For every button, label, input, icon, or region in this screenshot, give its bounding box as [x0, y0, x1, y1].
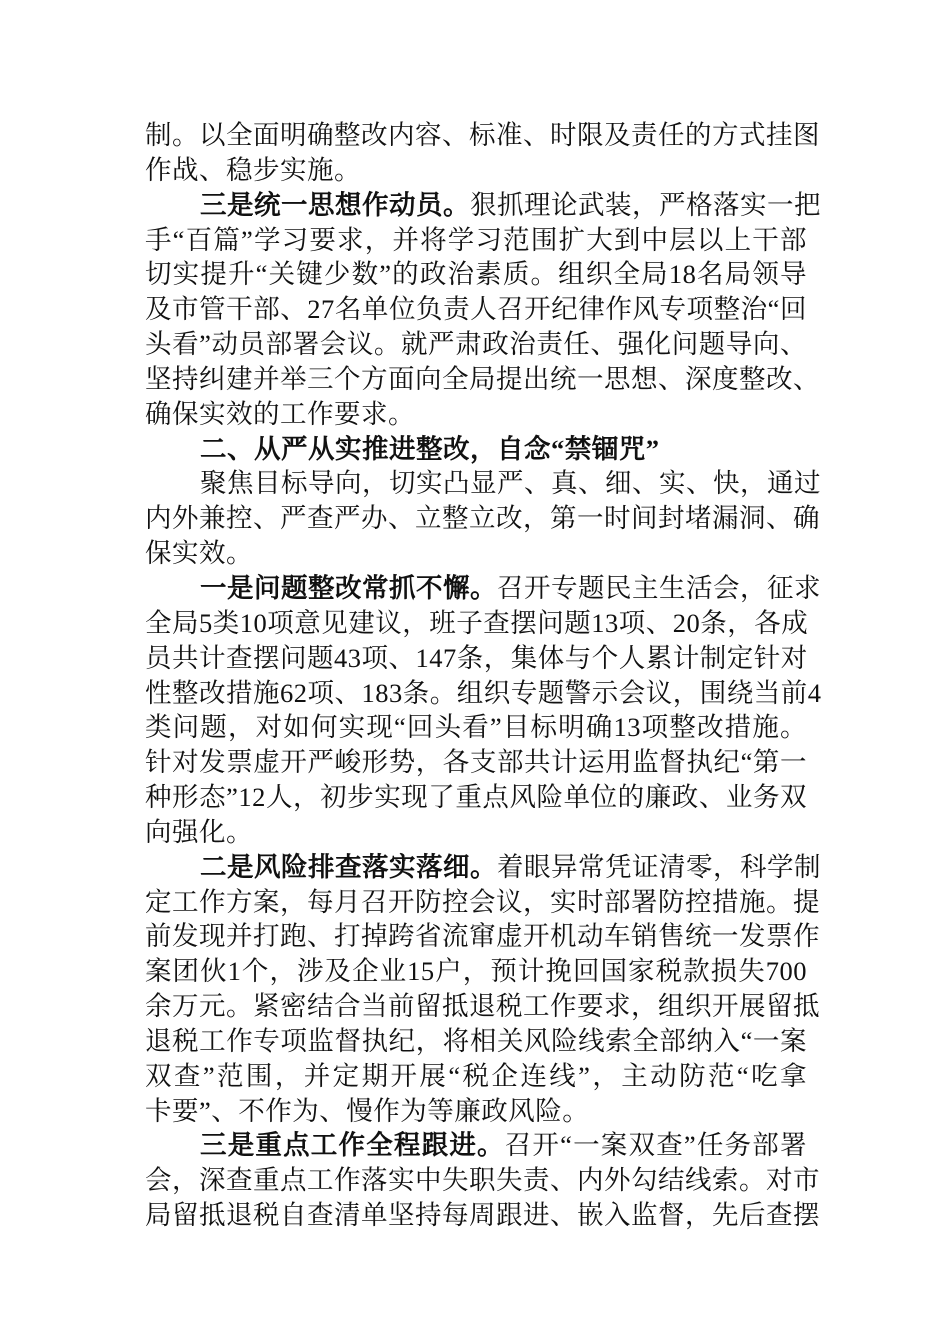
line-text: 狠抓理论武装，严格落实一把	[470, 189, 821, 220]
line-text: 前发现并打跑、打掉跨省流窜虚开机动车销售统一发票作	[145, 921, 820, 952]
paragraph-line	[145, 606, 807, 641]
line-text: 确保实效的工作要求。	[145, 398, 415, 429]
line-text: 员共计查摆问题43项、147条，集体与个人累计制定针对	[145, 642, 808, 673]
paragraph-line	[145, 223, 807, 258]
line-text: 向强化。	[145, 816, 253, 847]
paragraph-line	[145, 1094, 807, 1129]
paragraph-line	[145, 257, 807, 292]
paragraph-line	[145, 536, 807, 571]
line-text: 双查”范围，并定期开展“税企连线”，主动防范“吃拿	[145, 1060, 807, 1091]
line-text: 制。以全面明确整改内容、标准、时限及责任的方式挂图	[145, 120, 820, 150]
paragraph-lead: 二是风险排查落实落细。	[200, 851, 497, 882]
line-text: 作战、稳步实施。	[145, 154, 361, 185]
paragraph-line	[145, 1198, 820, 1233]
paragraph-line	[145, 1128, 807, 1163]
paragraph-line	[145, 362, 820, 397]
paragraph-lead: 三是统一思想作动员。	[200, 189, 470, 220]
paragraph-line	[145, 327, 807, 362]
line-text: 余万元。紧密结合当前留抵退税工作要求，组织开展留抵	[145, 991, 820, 1022]
section-heading	[145, 432, 807, 467]
line-text: 保实效。	[145, 538, 253, 569]
line-text: 局留抵退税自查清单坚持每周跟进、嵌入监督，先后查摆	[145, 1200, 820, 1231]
paragraph-line	[145, 954, 807, 989]
paragraph-line	[145, 292, 807, 327]
paragraph-line	[145, 745, 807, 780]
line-text: 着眼异常凭证清零，科学制	[497, 851, 821, 882]
line-text: 退税工作专项监督执纪，将相关风险线索全部纳入“一案	[145, 1025, 807, 1056]
line-text: 案团伙1个，涉及企业15户，预计挽回国家税款损失700	[145, 956, 807, 987]
line-text: 召开专题民主生活会，征求	[497, 572, 821, 603]
paragraph-line	[145, 641, 807, 676]
line-text: 针对发票虚开严峻形势，各支部共计运用监督执纪“第一	[145, 747, 807, 778]
paragraph-line	[145, 1024, 807, 1059]
paragraph-line	[145, 676, 822, 711]
line-text: 召开“一案双查”任务部署	[504, 1130, 807, 1161]
line-text: 类问题，对如何实现“回头看”目标明确13项整改措施。	[145, 712, 807, 743]
paragraph-line	[145, 118, 820, 153]
line-text: 坚持纠建并举三个方面向全局提出统一思想、深度整改、	[145, 363, 820, 394]
line-text: 及市管干部、27名单位负责人召开纪律作风专项整治“回	[145, 294, 807, 325]
line-text: 手“百篇”学习要求，并将学习范围扩大到中层以上干部	[145, 224, 807, 255]
paragraph-line	[145, 780, 807, 815]
line-text: 种形态”12人，初步实现了重点风险单位的廉政、业务双	[145, 782, 807, 813]
line-text: 聚焦目标导向，切实凸显严、真、细、实、快，通过	[200, 468, 821, 499]
paragraph-line	[145, 1059, 807, 1094]
line-text: 定工作方案，每月召开防控会议，实时部署防控措施。提	[145, 886, 820, 917]
paragraph-line	[145, 466, 821, 501]
paragraph-line	[145, 1163, 820, 1198]
line-text: 卡要”、不作为、慢作为等廉政风险。	[145, 1095, 590, 1126]
line-text: 切实提升“关键少数”的政治素质。组织全局18名局领导	[145, 259, 807, 290]
paragraph-lead: 一是问题整改常抓不懈。	[200, 572, 497, 603]
paragraph-line	[145, 710, 807, 745]
line-text: 会，深查重点工作落实中失职失责、内外勾结线索。对市	[145, 1165, 820, 1196]
paragraph-line	[145, 153, 807, 188]
line-text: 二、从严从实推进整改，自念“禁锢咒”	[200, 433, 660, 464]
paragraph-line	[145, 815, 807, 850]
paragraph-line	[145, 571, 821, 606]
paragraph-line	[145, 989, 820, 1024]
line-text: 性整改措施62项、183条。组织专题警示会议，围绕当前4	[145, 677, 822, 708]
document-page	[145, 118, 822, 1233]
line-text: 头看”动员部署会议。就严肃政治责任、强化问题导向、	[145, 329, 807, 360]
paragraph-line	[145, 919, 820, 954]
paragraph-line	[145, 885, 820, 920]
paragraph-lead: 三是重点工作全程跟进。	[200, 1130, 505, 1161]
paragraph-line	[145, 501, 820, 536]
paragraph-line	[145, 188, 821, 223]
line-text: 全局5类10项意见建议，班子查摆问题13项、20条，各成	[145, 607, 809, 638]
paragraph-line	[145, 397, 807, 432]
line-text: 内外兼控、严查严办、立整立改，第一时间封堵漏洞、确	[145, 503, 820, 534]
paragraph-line	[145, 850, 821, 885]
